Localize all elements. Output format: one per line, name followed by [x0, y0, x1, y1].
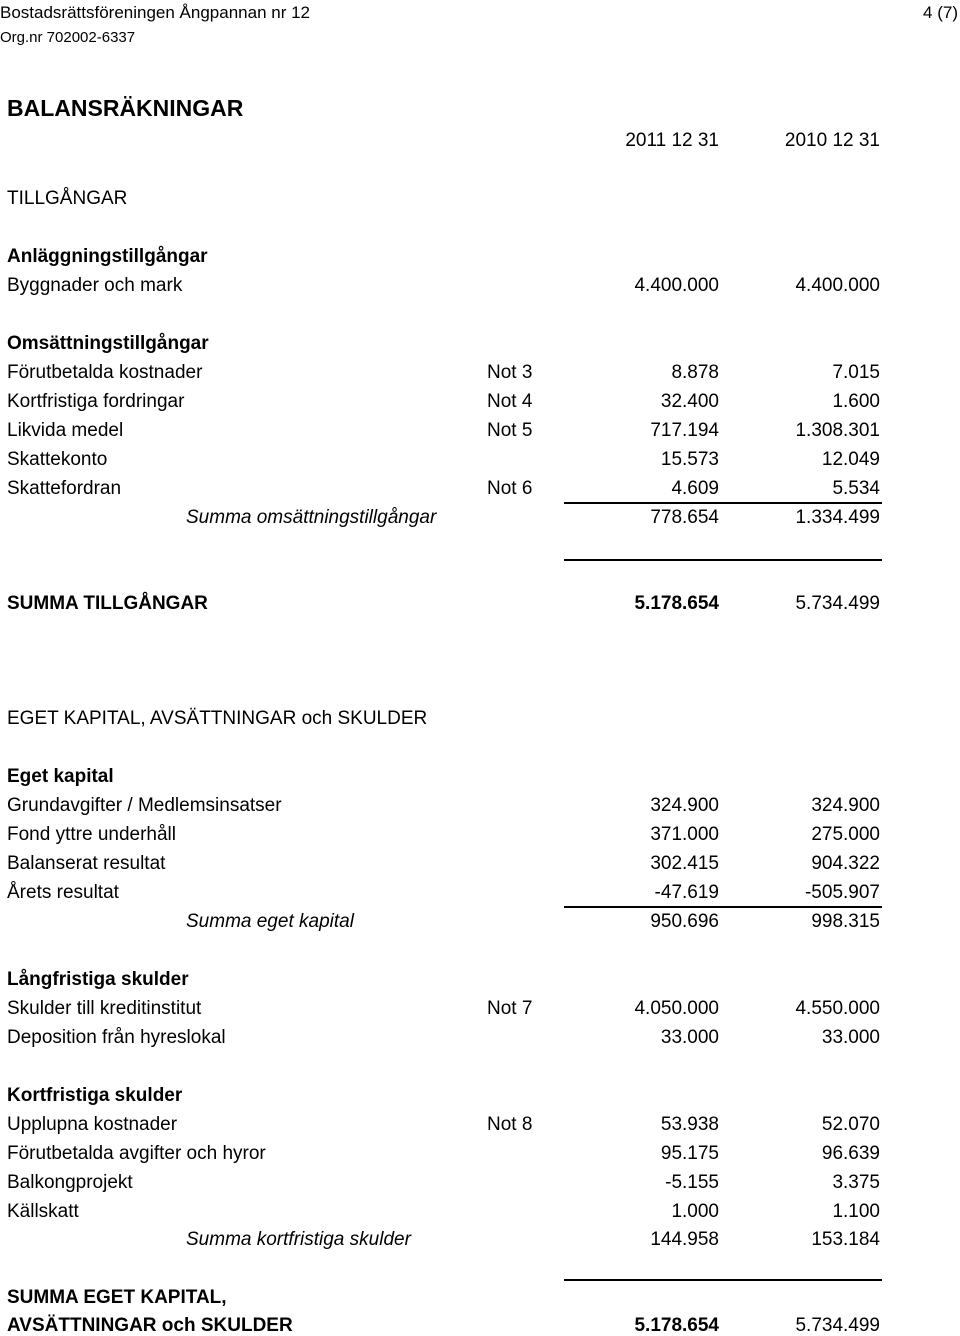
value-2010: 52.070 [821, 1114, 880, 1135]
liabilities-heading: EGET KAPITAL, AVSÄTTNINGAR och SKULDER [7, 708, 428, 729]
value-2010: 1.600 [832, 391, 880, 412]
row-label: Upplupna kostnader [7, 1114, 178, 1135]
page-title: BALANSRÄKNINGAR [7, 95, 244, 121]
row-label: Skattekonto [7, 449, 108, 470]
note-ref: Not 6 [487, 478, 533, 499]
equity-heading: Eget kapital [7, 766, 114, 787]
subtotal-label: Summa kortfristiga skulder [186, 1229, 411, 1250]
row-label: Deposition från hyreslokal [7, 1027, 226, 1048]
value-2011: 778.654 [650, 507, 719, 528]
row-label: Balanserat resultat [7, 853, 166, 874]
column-header-2011: 2011 12 31 [625, 130, 719, 151]
total-label-line1: SUMMA EGET KAPITAL, [7, 1287, 227, 1308]
value-2011: 302.415 [650, 853, 719, 874]
value-2010: 998.315 [811, 911, 880, 932]
value-2011: -5.155 [665, 1172, 719, 1193]
value-2011: 33.000 [660, 1027, 719, 1048]
sum-rule [564, 502, 882, 504]
row-label: Balkongprojekt [7, 1172, 133, 1193]
value-2011: 4.609 [671, 478, 719, 499]
note-ref: Not 7 [487, 998, 533, 1019]
note-ref: Not 5 [487, 420, 533, 441]
value-2011: 4.400.000 [634, 275, 719, 296]
value-2010: 7.015 [832, 362, 880, 383]
note-ref: Not 4 [487, 391, 533, 412]
value-2010: -505.907 [804, 882, 880, 903]
value-2010: 4.550.000 [795, 998, 880, 1019]
value-2011: 5.178.654 [634, 1315, 719, 1336]
value-2011: 144.958 [650, 1229, 719, 1250]
value-2011: 717.194 [650, 420, 719, 441]
value-2011: 324.900 [650, 795, 719, 816]
value-2010: 96.639 [821, 1143, 880, 1164]
value-2011: 32.400 [660, 391, 719, 412]
value-2010: 153.184 [811, 1229, 880, 1250]
row-label: Fond yttre underhåll [7, 824, 176, 845]
row-label: Skattefordran [7, 478, 122, 499]
sum-rule [564, 906, 882, 908]
row-label: Likvida medel [7, 420, 124, 441]
row-label: Kortfristiga fordringar [7, 391, 185, 412]
value-2010: 5.534 [832, 478, 880, 499]
value-2010: 1.100 [832, 1201, 880, 1222]
row-label: Skulder till kreditinstitut [7, 998, 202, 1019]
value-2010: 12.049 [821, 449, 880, 470]
value-2011: 95.175 [660, 1143, 719, 1164]
page-number: 4 (7) [923, 3, 958, 22]
value-2010: 904.322 [811, 853, 880, 874]
row-label: Grundavgifter / Medlemsinsatser [7, 795, 282, 816]
row-label: Källskatt [7, 1201, 79, 1222]
assets-heading: TILLGÅNGAR [7, 188, 128, 209]
value-2010: 1.334.499 [795, 507, 880, 528]
value-2010: 5.734.499 [795, 593, 880, 614]
total-label: SUMMA TILLGÅNGAR [7, 593, 208, 614]
value-2011: 15.573 [660, 449, 719, 470]
long-term-heading: Långfristiga skulder [7, 969, 189, 990]
value-2011: 4.050.000 [634, 998, 719, 1019]
current-assets-heading: Omsättningstillgångar [7, 333, 209, 354]
value-2010: 275.000 [811, 824, 880, 845]
value-2011: 8.878 [671, 362, 719, 383]
value-2010: 33.000 [821, 1027, 880, 1048]
note-ref: Not 3 [487, 362, 533, 383]
subtotal-label: Summa eget kapital [186, 911, 354, 932]
org-number: Org.nr 702002-6337 [0, 29, 136, 46]
subtotal-label: Summa omsättningstillgångar [186, 507, 437, 528]
column-header-2010: 2010 12 31 [784, 130, 880, 151]
fixed-assets-heading: Anläggningstillgångar [7, 246, 208, 267]
total-rule [564, 1279, 882, 1281]
total-label-line2: AVSÄTTNINGAR och SKULDER [7, 1315, 293, 1336]
value-2011: 53.938 [660, 1114, 719, 1135]
value-2011: 1.000 [671, 1201, 719, 1222]
note-ref: Not 8 [487, 1114, 533, 1135]
value-2010: 5.734.499 [795, 1315, 880, 1336]
value-2010: 1.308.301 [795, 420, 880, 441]
row-label: Förutbetalda avgifter och hyror [7, 1143, 266, 1164]
row-label: Årets resultat [7, 882, 119, 903]
value-2011: -47.619 [654, 882, 719, 903]
value-2011: 5.178.654 [634, 593, 719, 614]
value-2011: 950.696 [650, 911, 719, 932]
total-rule [564, 559, 882, 561]
short-term-heading: Kortfristiga skulder [7, 1085, 183, 1106]
org-name: Bostadsrättsföreningen Ångpannan nr 12 [0, 3, 311, 22]
value-2011: 371.000 [650, 824, 719, 845]
row-label: Byggnader och mark [7, 275, 183, 296]
value-2010: 324.900 [811, 795, 880, 816]
value-2010: 3.375 [832, 1172, 880, 1193]
value-2010: 4.400.000 [795, 275, 880, 296]
row-label: Förutbetalda kostnader [7, 362, 203, 383]
